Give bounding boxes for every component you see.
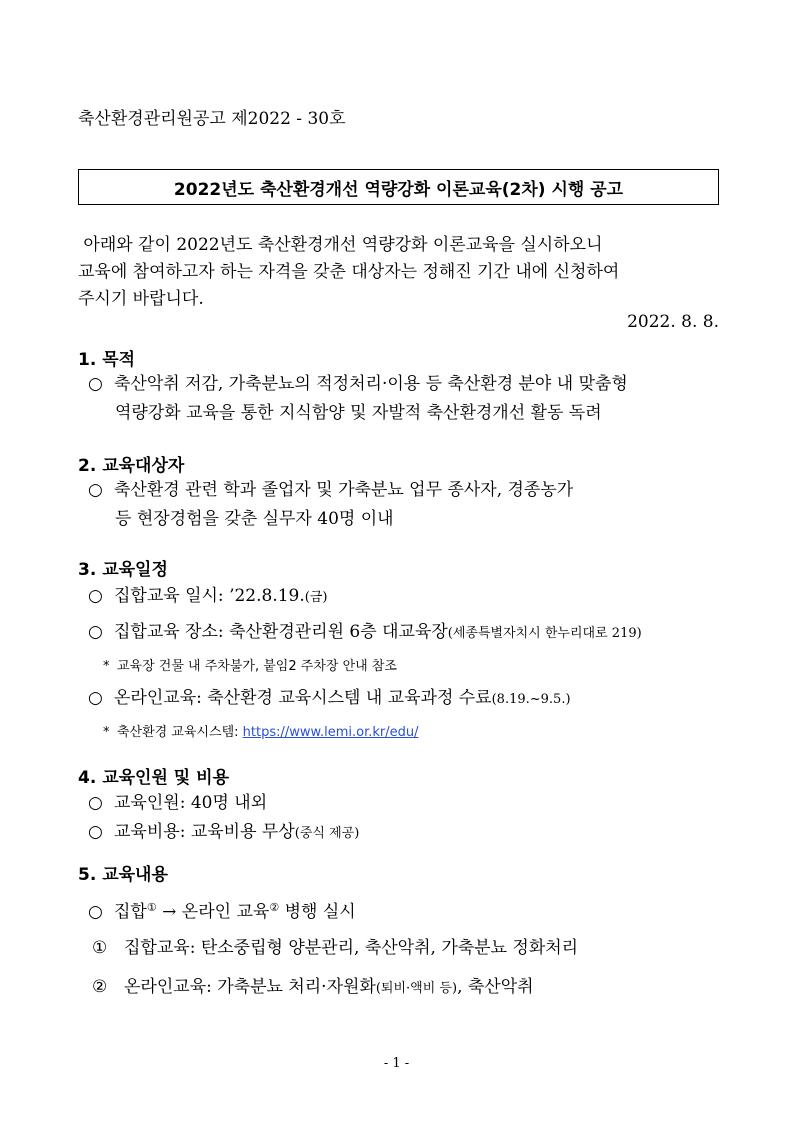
target-item (88, 476, 720, 534)
capacity-text: 교육인원: 40명 내외 (114, 793, 268, 813)
capacity-item (88, 789, 720, 818)
note-star: * (103, 659, 110, 674)
bullet-circle: ○ (88, 586, 103, 606)
section-heading-capacity-cost: 4. 교육인원 및 비용 (78, 768, 229, 788)
schedule-online-text: 온라인교육: 축산환경 교육시스템 내 교육과정 수료 (114, 688, 492, 708)
intro-line (78, 232, 719, 259)
bullet-circle: ○ (88, 374, 103, 394)
content-item (88, 893, 720, 927)
education-system-link[interactable]: https://www.lemi.or.kr/edu/ (242, 725, 419, 740)
notice-date: 2022. 8. 8. (627, 312, 719, 332)
content-offline: 집합 (114, 902, 147, 922)
section-heading-target: 2. 교육대상자 (78, 456, 185, 476)
bullet-circle: ○ (88, 688, 103, 708)
intro-line-3: 주시기 바랍니다. (78, 289, 204, 309)
target-line-2: 등 현장경험을 갖춘 실무자 40명 이내 (115, 509, 394, 529)
content-offline-text: 집합교육: 탄소중립형 양분관리, 축산악취, 가축분뇨 정화처리 (124, 938, 579, 958)
system-note-label: 축산환경 교육시스템: (117, 725, 243, 740)
bullet-circle: ○ (88, 822, 103, 842)
schedule-venue-address: (세종특별자치시 한누리대로 219) (447, 626, 642, 641)
footnote-mark-2: ② (269, 901, 280, 914)
cost-item (88, 818, 720, 848)
circled-number-1: ① (92, 938, 108, 958)
bullet-circle: ○ (88, 622, 103, 642)
bullet-circle: ○ (88, 902, 103, 922)
parking-note (103, 655, 397, 674)
note-star: * (103, 725, 110, 740)
schedule-date-day: (금) (304, 590, 328, 605)
circled-number-2: ② (92, 977, 108, 997)
document-title: 2022년도 축산환경개선 역량강화 이론교육(2차) 시행 공고 (78, 169, 719, 205)
section-heading-schedule: 3. 교육일정 (78, 560, 168, 580)
content-online: → 온라인 교육 (156, 902, 270, 922)
content-online-detail (92, 972, 534, 997)
schedule-online-period: (8.19.~9.5.) (491, 692, 571, 707)
section-heading-purpose: 1. 목적 (78, 350, 136, 370)
cost-lunch: (중식 제공) (294, 826, 360, 841)
schedule-date-item (88, 582, 720, 612)
intro-line-2: 교육에 참여하고자 하는 자격을 갖춘 대상자는 정해진 기간 내에 신청하여 (78, 262, 620, 282)
content-online-text: 온라인교육: 가축분뇨 처리·자원화 (124, 977, 376, 997)
purpose-line-1 (88, 370, 720, 399)
purpose-line-2: 역량강화 교육을 통한 지식함양 및 자발적 축산환경개선 활동 독려 (115, 403, 602, 423)
content-online-odor: , 축산악취 (457, 977, 534, 997)
purpose-text-1: 축산악취 저감, 가축분뇨의 적정처리·이용 등 축산환경 분야 내 맞춤형 (114, 374, 628, 394)
schedule-online-item (88, 684, 720, 714)
intro-line-1: 아래와 같이 2022년도 축산환경개선 역량강화 이론교육을 실시하오니 (83, 235, 603, 255)
schedule-venue-item (88, 618, 720, 648)
parking-note-text: 교육장 건물 내 주차불가, 붙임2 주차장 안내 참조 (117, 659, 397, 674)
content-offline-detail (92, 933, 578, 958)
system-note (103, 721, 418, 740)
cost-text: 교육비용: 교육비용 무상 (114, 822, 295, 842)
schedule-date-text: 집합교육 일시: ’22.8.19. (114, 586, 305, 606)
target-line-1 (88, 476, 720, 505)
intro-paragraph (78, 232, 719, 313)
page-number: - 1 - (383, 1056, 410, 1071)
bullet-circle: ○ (88, 480, 103, 500)
footnote-mark-1: ① (146, 901, 157, 914)
bullet-circle: ○ (88, 793, 103, 813)
notice-number: 축산환경관리원공고 제2022 - 30호 (78, 109, 346, 129)
purpose-item (88, 370, 720, 428)
schedule-venue-text: 집합교육 장소: 축산환경관리원 6층 대교육장 (114, 622, 448, 642)
content-parallel: 병행 실시 (279, 902, 356, 922)
section-heading-content: 5. 교육내용 (78, 865, 168, 885)
content-online-examples: (퇴비·액비 등) (375, 981, 458, 996)
target-text-1: 축산환경 관련 학과 졸업자 및 가축분뇨 업무 종사자, 경종농가 (114, 480, 574, 500)
